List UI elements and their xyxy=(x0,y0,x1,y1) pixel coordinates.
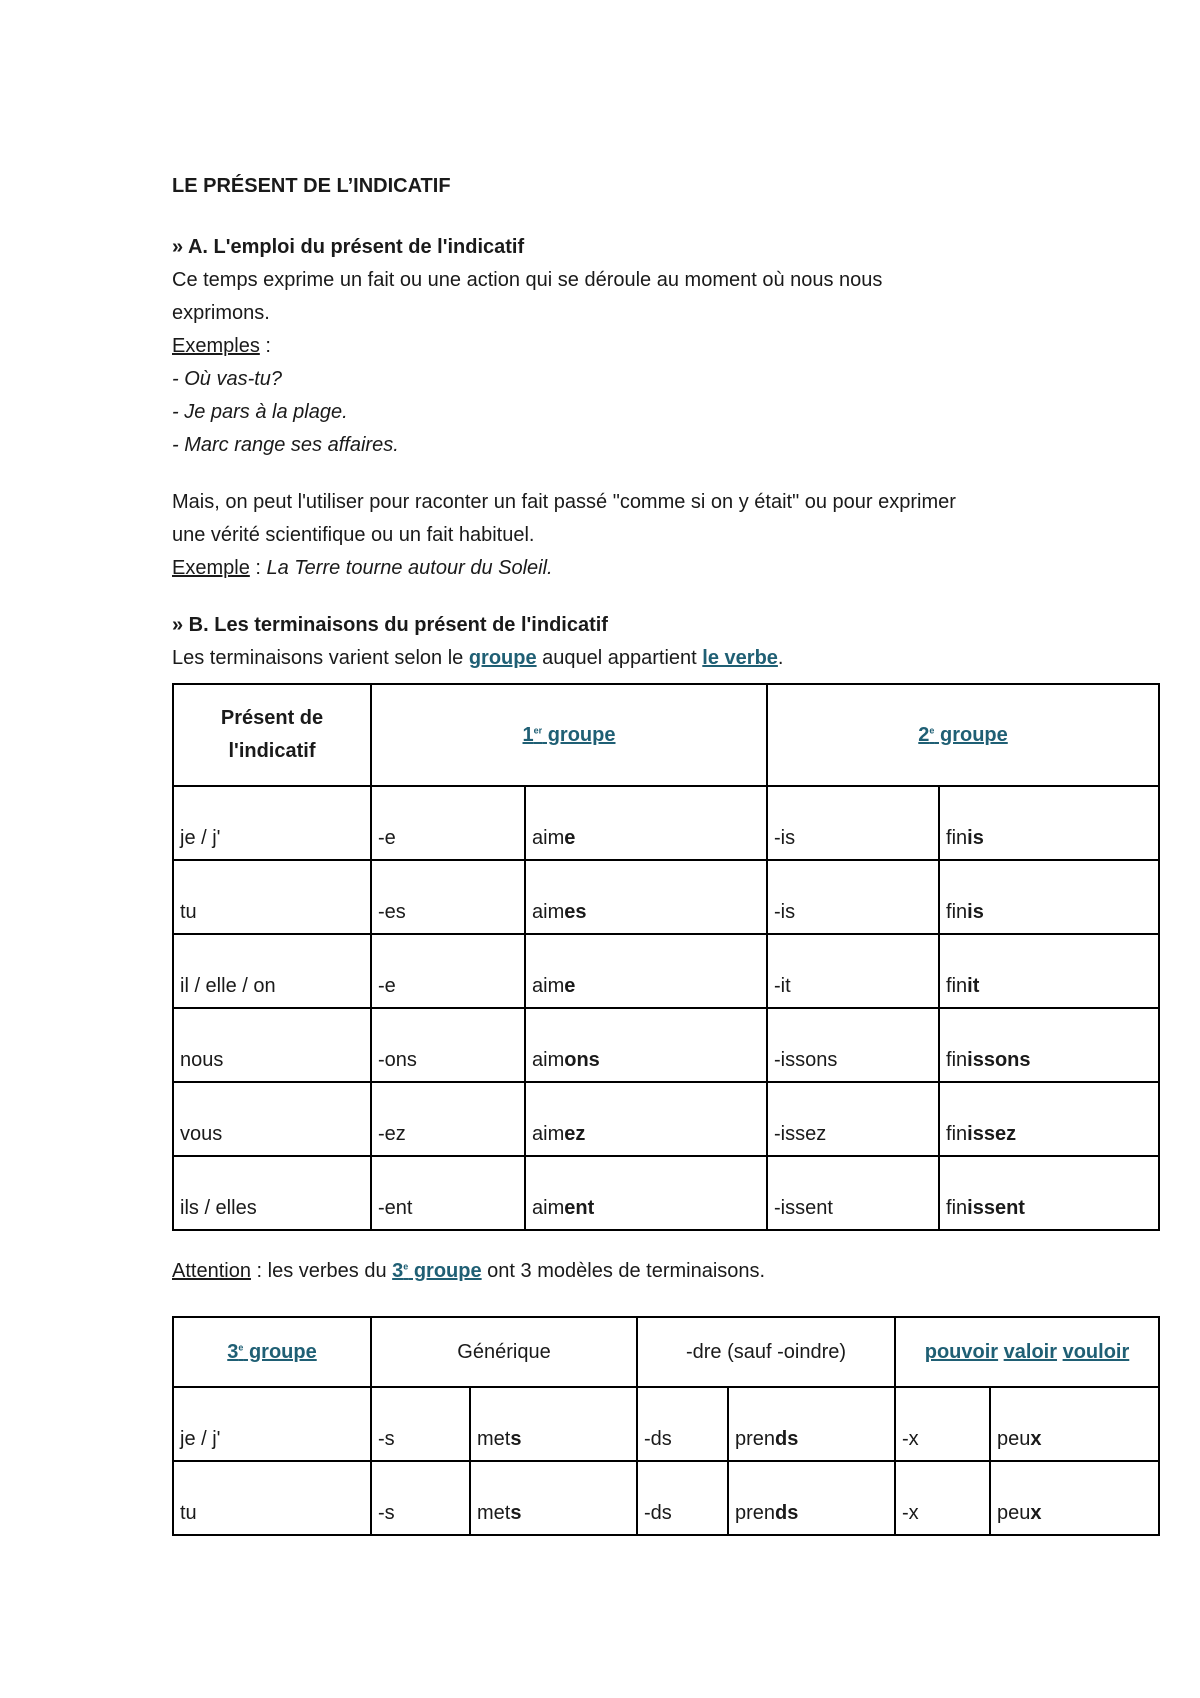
conjugation-table-group-3 xyxy=(172,1316,1160,1536)
verb-ending: s xyxy=(510,1428,522,1450)
ending-cell: -ds xyxy=(637,1387,728,1461)
verb-stem: peu xyxy=(997,1502,1031,1524)
verb-ending: ons xyxy=(564,1049,600,1071)
group1-link[interactable]: 1er groupe xyxy=(522,723,616,746)
table-row xyxy=(173,1387,1159,1461)
attention-text: : les verbes du xyxy=(250,1260,393,1282)
verb-stem: peu xyxy=(997,1428,1031,1450)
example-verb-cell xyxy=(470,1387,637,1461)
header-group1 xyxy=(371,684,767,786)
pronoun-cell: tu xyxy=(173,860,371,934)
section-b-intro xyxy=(172,642,1172,675)
ending-cell: -issent xyxy=(767,1156,939,1230)
pronoun-cell: nous xyxy=(173,1008,371,1082)
example-verb-cell xyxy=(939,1156,1159,1230)
verb-stem: aim xyxy=(532,1123,565,1145)
groupe-link[interactable]: groupe xyxy=(468,647,537,669)
example-verb-cell xyxy=(525,1156,767,1230)
ending-cell: -ds xyxy=(637,1461,728,1535)
examples-colon: : xyxy=(259,335,271,357)
section-a-intro-line2: exprimons. xyxy=(172,302,270,324)
example-verb-cell xyxy=(525,860,767,934)
section-b-heading: » B. Les terminaisons du présent de l'indicatif xyxy=(172,614,608,636)
verb-ending: issent xyxy=(967,1197,1025,1219)
intro-text: . xyxy=(777,647,784,669)
section-a-heading: » A. L'emploi du présent de l'indicatif xyxy=(172,236,525,258)
example-verb-cell xyxy=(939,860,1159,934)
example-label: Exemple xyxy=(172,557,250,579)
example-item: - Où vas-tu? xyxy=(172,368,283,390)
header-generique: Générique xyxy=(371,1317,637,1387)
example-verb-cell xyxy=(939,1082,1159,1156)
table-row xyxy=(173,1461,1159,1535)
verb-ending: issez xyxy=(967,1123,1017,1145)
verb-ending: ent xyxy=(564,1197,595,1219)
ending-cell: -e xyxy=(371,786,525,860)
verb-stem: fin xyxy=(946,1197,968,1219)
verb-stem: pren xyxy=(735,1502,776,1524)
verb-stem: fin xyxy=(946,975,968,997)
example-text: La Terre tourne autour du Soleil. xyxy=(266,557,553,579)
verb-ending: e xyxy=(564,975,576,997)
verb-stem: aim xyxy=(532,827,565,849)
header-dre: -dre (sauf -oindre) xyxy=(637,1317,895,1387)
pronoun-cell: il / elle / on xyxy=(173,934,371,1008)
section-a-para2-line2: une vérité scientifique ou un fait habituel. xyxy=(172,524,535,546)
table-row xyxy=(173,1156,1159,1230)
example-verb-cell xyxy=(525,1082,767,1156)
ending-cell: -ent xyxy=(371,1156,525,1230)
example-verb-cell xyxy=(728,1387,895,1461)
pronoun-cell: ils / elles xyxy=(173,1156,371,1230)
example-verb-cell xyxy=(470,1461,637,1535)
verb-stem: aim xyxy=(532,1049,565,1071)
group3-link[interactable]: 3e groupe xyxy=(392,1260,482,1282)
verb-ending: es xyxy=(564,901,587,923)
example-verb-cell xyxy=(990,1461,1159,1535)
examples-label: Exemples xyxy=(172,335,260,357)
attention-label: Attention xyxy=(172,1260,251,1282)
verb-stem: met xyxy=(477,1502,511,1524)
example-verb-cell xyxy=(525,1008,767,1082)
section-a-intro-line1: Ce temps exprime un fait ou une action qui se déroule au moment où nous nous xyxy=(172,269,883,291)
intro-text: auquel appartient xyxy=(536,647,703,669)
conjugation-table-groups-1-2 xyxy=(172,683,1160,1231)
header-group3 xyxy=(173,1317,371,1387)
ending-cell: -it xyxy=(767,934,939,1008)
group3-header-link[interactable]: 3e groupe xyxy=(227,1340,317,1363)
pronoun-cell: tu xyxy=(173,1461,371,1535)
table-row xyxy=(173,786,1159,860)
pouvoir-link[interactable]: pouvoir xyxy=(924,1340,999,1363)
le-verbe-link[interactable]: le verbe xyxy=(702,647,778,669)
ending-cell: -x xyxy=(895,1461,990,1535)
page-title: LE PRÉSENT DE L’INDICATIF xyxy=(172,175,451,197)
verb-stem: fin xyxy=(946,1049,968,1071)
example-sep: : xyxy=(249,557,267,579)
ending-cell: -issez xyxy=(767,1082,939,1156)
example-verb-cell xyxy=(939,934,1159,1008)
pronoun-cell: vous xyxy=(173,1082,371,1156)
verb-ending: it xyxy=(967,975,980,997)
verb-stem: aim xyxy=(532,1197,565,1219)
verb-ending: ez xyxy=(564,1123,586,1145)
table-row xyxy=(173,934,1159,1008)
header-group2 xyxy=(767,684,1159,786)
table-row xyxy=(173,860,1159,934)
example-verb-cell xyxy=(728,1461,895,1535)
ending-cell: -x xyxy=(895,1387,990,1461)
verb-stem: fin xyxy=(946,1123,968,1145)
vouloir-link[interactable]: vouloir xyxy=(1062,1340,1130,1363)
group2-link[interactable]: 2e groupe xyxy=(918,723,1008,746)
pronoun-cell: je / j' xyxy=(173,1387,371,1461)
example-verb-cell xyxy=(939,1008,1159,1082)
table-row xyxy=(173,1082,1159,1156)
ending-cell: -s xyxy=(371,1461,470,1535)
example-item: - Marc range ses affaires. xyxy=(172,434,399,456)
header-pouvoir-valoir-vouloir xyxy=(895,1317,1159,1387)
verb-stem: aim xyxy=(532,901,565,923)
example-verb-cell xyxy=(525,934,767,1008)
verb-ending: ds xyxy=(775,1502,799,1524)
ending-cell: -issons xyxy=(767,1008,939,1082)
ending-cell: -is xyxy=(767,860,939,934)
verb-stem: fin xyxy=(946,901,968,923)
attention-line xyxy=(172,1255,1172,1288)
valoir-link[interactable]: valoir xyxy=(1003,1340,1058,1363)
verb-ending: e xyxy=(564,827,576,849)
verb-ending: is xyxy=(967,901,984,923)
header-present-indicatif: Présent de l'indicatif xyxy=(173,684,371,786)
ending-cell: -ons xyxy=(371,1008,525,1082)
verb-ending: ds xyxy=(775,1428,799,1450)
ending-cell: -ez xyxy=(371,1082,525,1156)
section-a-para2-line1: Mais, on peut l'utiliser pour raconter un fait passé "comme si on y était" ou pour exprimer xyxy=(172,491,956,513)
verb-ending: is xyxy=(967,827,984,849)
verb-stem: aim xyxy=(532,975,565,997)
example-item: - Je pars à la plage. xyxy=(172,401,348,423)
table-header-row xyxy=(173,1317,1159,1387)
ending-cell: -es xyxy=(371,860,525,934)
attention-text: ont 3 modèles de terminaisons. xyxy=(481,1260,766,1282)
table2-clip xyxy=(172,1316,1172,1529)
ending-cell: -is xyxy=(767,786,939,860)
verb-stem: pren xyxy=(735,1428,776,1450)
example-line xyxy=(172,552,1172,585)
verb-stem: fin xyxy=(946,827,968,849)
verb-stem: met xyxy=(477,1428,511,1450)
verb-ending: issons xyxy=(967,1049,1031,1071)
table-row xyxy=(173,1008,1159,1082)
table-header-row xyxy=(173,684,1159,786)
verb-ending: x xyxy=(1030,1502,1042,1524)
example-verb-cell xyxy=(525,786,767,860)
ending-cell: -s xyxy=(371,1387,470,1461)
intro-text: Les terminaisons varient selon le xyxy=(172,647,469,669)
example-verb-cell xyxy=(990,1387,1159,1461)
examples-line xyxy=(172,330,1172,363)
example-verb-cell xyxy=(939,786,1159,860)
ending-cell: -e xyxy=(371,934,525,1008)
verb-ending: x xyxy=(1030,1428,1042,1450)
document-page xyxy=(172,170,1172,1529)
pronoun-cell: je / j' xyxy=(173,786,371,860)
verb-ending: s xyxy=(510,1502,522,1524)
